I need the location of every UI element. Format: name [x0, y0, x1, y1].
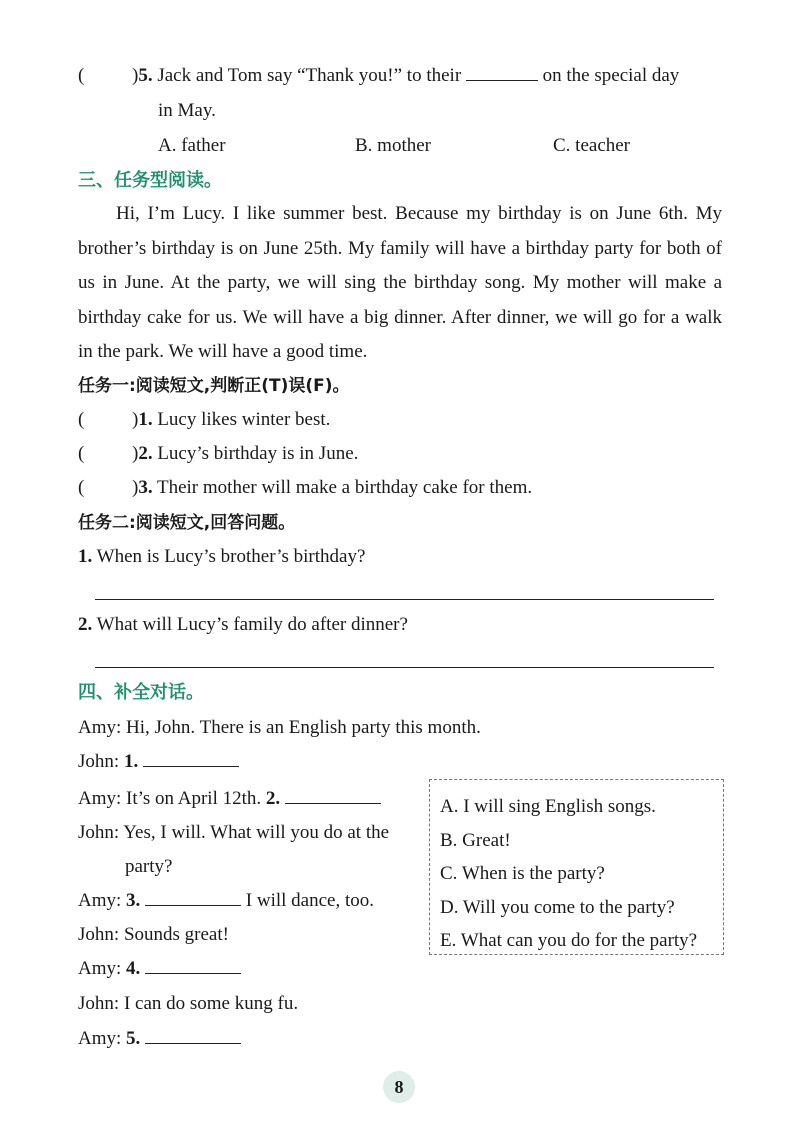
answer-blank[interactable] [145, 889, 241, 906]
answer-bracket-open[interactable]: ( [78, 443, 85, 464]
answer-blank[interactable] [285, 787, 381, 804]
speaker: Amy: [78, 890, 122, 911]
dialogue-line [78, 992, 298, 1016]
question-number: 5. [138, 65, 153, 86]
answer-blank[interactable] [143, 750, 239, 767]
answer-blank[interactable] [145, 1027, 241, 1044]
speaker: Amy: [78, 788, 122, 809]
item-text: Their mother will make a birthday cake for them. [152, 477, 533, 498]
answer-line[interactable] [95, 667, 714, 668]
q5-option-c[interactable]: C. teacher [553, 135, 631, 156]
answer-bracket-close: ) [132, 65, 139, 86]
item-number: 2. [138, 443, 153, 464]
q5-continuation: in May. [158, 100, 216, 121]
dialogue-line [78, 889, 374, 913]
dialogue-line [78, 787, 381, 811]
dialogue-text: I will dance, too. [241, 890, 374, 911]
dialogue-text: It’s on April 12th. [121, 788, 266, 809]
question-text: What will Lucy’s family do after dinner? [92, 614, 408, 635]
speaker: John: [78, 751, 120, 772]
dialogue-line [78, 923, 229, 947]
item-text: Lucy likes winter best. [152, 409, 331, 430]
options-box [429, 779, 724, 955]
reading-passage: Hi, I’m Lucy. I like summer best. Because my birthday is on June 6th. My brother’s birthday is on June 25th. My family will have a birthday party for both of us in June. At the party, we will sing the birthday song. My mother will make a birthday cake for us. We will have a big dinner. After dinner, we will go for a walk in the park. We will have a good time. [78, 203, 722, 362]
speaker: John: [78, 993, 120, 1014]
answer-line[interactable] [95, 599, 714, 600]
speaker: John: [78, 822, 120, 843]
answer-bracket-close: ) [132, 409, 139, 430]
blank-number: 1. [123, 751, 139, 772]
dialogue-line [78, 716, 481, 740]
option-b[interactable]: B. Great! [440, 829, 511, 851]
section3-heading: 三、任务型阅读。 [78, 170, 222, 191]
answer-bracket-open[interactable]: ( [78, 409, 85, 430]
q5-option-b[interactable]: B. mother [355, 135, 431, 156]
dialogue-line [78, 821, 389, 845]
question-text-end: on the special day [537, 65, 680, 86]
question-1 [78, 545, 365, 569]
answer-bracket-open[interactable]: ( [78, 65, 85, 86]
q5-option-a[interactable]: A. father [158, 135, 226, 156]
item-number: 1. [138, 409, 153, 430]
answer-blank[interactable] [145, 957, 241, 974]
option-a[interactable]: A. I will sing English songs. [440, 796, 656, 817]
speaker: Amy: [78, 958, 122, 979]
dialogue-text: Hi, John. There is an English party this month. [121, 717, 481, 738]
page-number: 8 [383, 1071, 415, 1103]
dialogue-line [78, 750, 239, 774]
q5-line [78, 64, 679, 88]
question-text: When is Lucy’s brother’s birthday? [92, 546, 366, 567]
tf-item [78, 442, 358, 466]
item-number: 3. [138, 477, 153, 498]
tf-item [78, 408, 330, 432]
dialogue-text: Sounds great! [119, 924, 229, 945]
blank-number: 3. [126, 890, 141, 911]
option-c[interactable]: C. When is the party? [440, 863, 605, 884]
option-d[interactable]: D. Will you come to the party? [440, 896, 675, 918]
question-number: 2. [78, 614, 93, 635]
section4-heading: 四、补全对话。 [78, 682, 204, 703]
answer-blank[interactable] [466, 64, 538, 81]
question-2 [78, 613, 408, 637]
tf-item [78, 476, 532, 500]
answer-bracket-close: ) [132, 443, 139, 464]
answer-bracket-close: ) [132, 477, 139, 498]
blank-number: 5. [126, 1028, 141, 1049]
dialogue-text: Yes, I will. What will you do at the [119, 822, 390, 843]
dialogue-line [78, 1027, 241, 1051]
task2-title: 任务二:阅读短文,回答问题。 [78, 513, 296, 533]
speaker: Amy: [78, 717, 122, 738]
question-number: 1. [78, 546, 93, 567]
option-e[interactable]: E. What can you do for the party? [440, 930, 698, 951]
answer-bracket-open[interactable]: ( [78, 477, 85, 498]
question-text: Jack and Tom say “Thank you!” to their [152, 65, 466, 86]
speaker: Amy: [78, 1028, 122, 1049]
dialogue-continuation: party? [125, 856, 173, 877]
speaker: John: [78, 924, 120, 945]
dialogue-line [78, 957, 241, 981]
item-text: Lucy’s birthday is in June. [152, 443, 359, 464]
dialogue-text: I can do some kung fu. [119, 993, 299, 1014]
blank-number: 4. [126, 958, 141, 979]
task1-title: 任务一:阅读短文,判断正(T)误(F)。 [78, 376, 350, 396]
blank-number: 2. [265, 788, 281, 809]
